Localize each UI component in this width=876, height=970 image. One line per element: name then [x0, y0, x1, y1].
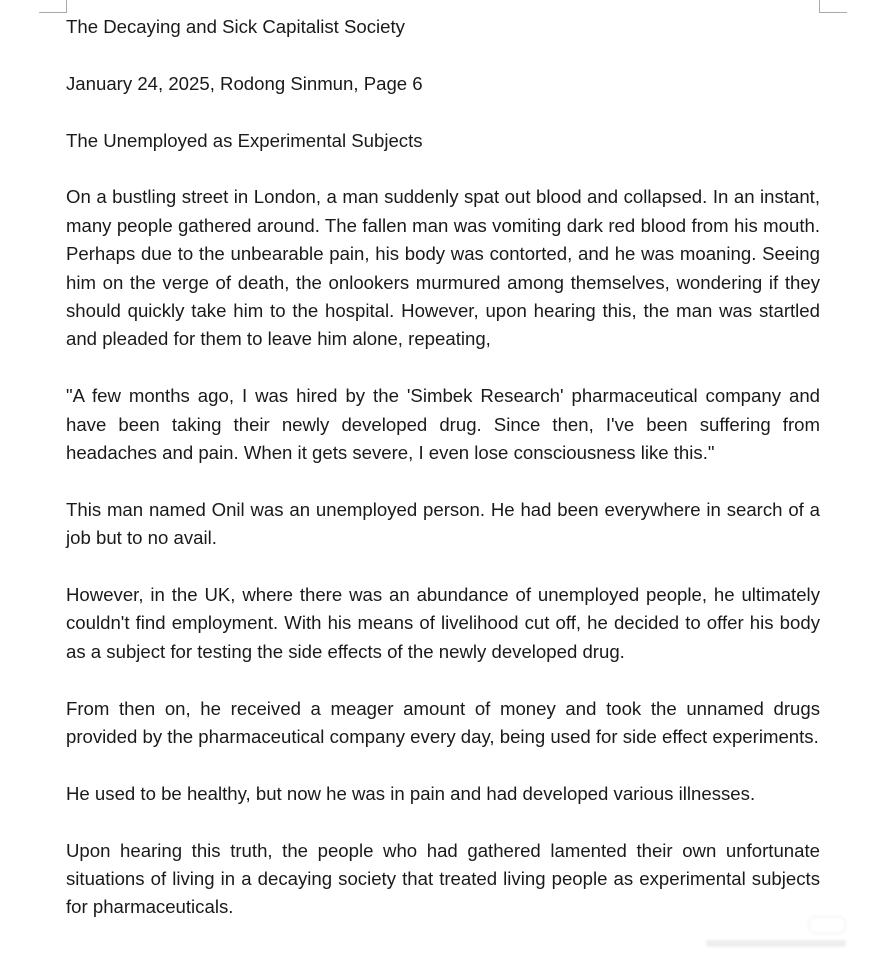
page-corner-mark-top-left	[39, 0, 67, 13]
paragraph: However, in the UK, where there was an abundance of unemployed people, he ultimately couldn't find employment. With his means of livelihood cut off, he decided to offer his body as a subject for testing the side effects of the newly developed drug.	[66, 584, 820, 662]
document-title: The Decaying and Sick Capitalist Society	[66, 16, 405, 37]
paragraph: "A few months ago, I was hired by the 'Simbek Research' pharmaceutical company and have been taking their newly developed drug. Since then, I've been suffering from headaches and pain. When it gets severe, I even lose consciousness like this."	[66, 385, 820, 464]
paragraph: From then on, he received a meager amount of money and took the unnamed drugs provided by the pharmaceutical company every day, being used for side effect experiments.	[66, 697, 820, 748]
watermark-text	[706, 940, 846, 947]
paragraph: Upon hearing this truth, the people who had gathered lamented their own unfortunate situations of living in a decaying society that treated living people as experimental subjects for pharmaceuticals.	[66, 839, 820, 918]
paragraph: This man named Onil was an unemployed person. He had been everywhere in search of a job but to no avail.	[66, 498, 820, 549]
watermark	[700, 912, 850, 952]
article-subtitle: The Unemployed as Experimental Subjects	[66, 129, 423, 151]
dateline: January 24, 2025, Rodong Sinmun, Page 6	[66, 72, 423, 94]
page-corner-mark-top-right	[819, 0, 847, 13]
paragraph: On a bustling street in London, a man suddenly spat out blood and collapsed. In an instant, many people gathered around. The fallen man was vomiting dark red blood from his mouth. Perhaps due to the unbearable pain, his body was contorted, and he was moaning. Seeing him on the verge of death, the onlookers murmured among themselves, wondering if they should quickly take him to the hospital. However, upon hearing this, the man was startled and pleaded for them to leave him alone, repeating,	[66, 186, 820, 350]
paragraph: He used to be healthy, but now he was in pain and had developed various illnesses.	[66, 782, 756, 804]
watermark-badge-icon	[808, 916, 846, 934]
document-page	[66, 13, 820, 950]
